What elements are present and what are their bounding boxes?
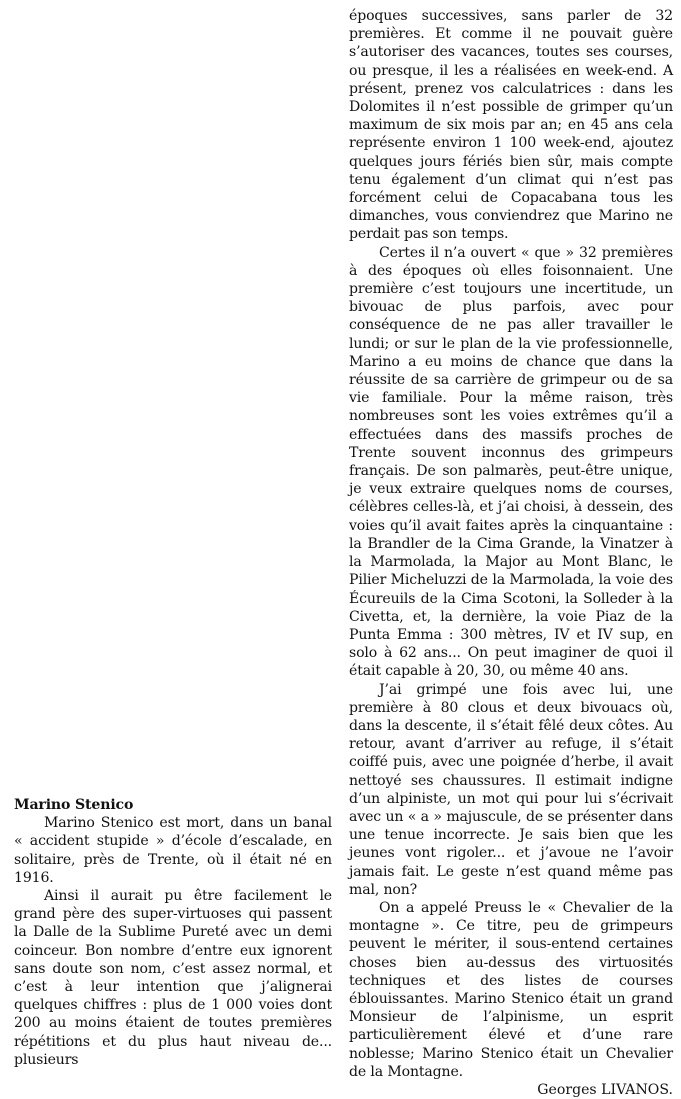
- author-signature: Georges LIVANOS.: [537, 1081, 673, 1098]
- paragraph: Ainsi il aurait pu être facilement le grand père des super-virtuoses qui passent la Dalle de la Sublime Pureté avec un demi coinceur. Bon nombre d’entre eux ignorent sans doute son nom, c’est assez normal, et c’est à leur intention que j’alignerai quelques chiffres : plus de 1 000 voies dont 200 au moins étaient de toutes premières répétitions et du plus haut niveau de... plusieurs: [14, 888, 332, 1068]
- left-column: [14, 796, 332, 1069]
- paragraph-continuation: époques successives, sans parler de 32 premières. Et comme il ne pouvait guère s’autoriser des vacances, toutes ses courses, ou presque, il les a réalisées en week-end. A présent, prenez vos calculatrices : dans les Dolomites il n’est possible de grimper qu’un maximum de six mois par an; en 45 ans cela représente environ 1 100 week-end, ajoutez quelques jours fériés bien sûr, mais compte tenu également d’un climat qui n’est pas forcément celui de Copacabana tous les dimanches, vous conviendrez que Marino ne perdait pas son temps.: [349, 8, 673, 243]
- paragraph: On a appelé Preuss le « Chevalier de la montagne ». Ce titre, peu de grimpeurs peuvent le mériter, il sous-entend certaines choses bien au-dessus des virtuosités techniques et des listes de courses éblouissantes. Marino Stenico était un grand Monsieur de l’alpinisme, un esprit particulièrement élevé et d’une rare noblesse; Marino Stenico était un Chevalier de la Montagne.: [349, 899, 673, 1080]
- paragraph: J’ai grimpé une fois avec lui, une première à 80 clous et deux bivouacs où, dans la descente, il s’était fêlé deux côtes. Au retour, avant d’arriver au refuge, il s’était coiffé puis, avec une poignée d’herbe, il avait nettoyé ses chaussures. Il estimait indigne d’un alpiniste, un mot qui pour lui s’écrivait avec un « a » majuscule, de se présenter dans une tenue incorrecte. Je sais bien que les jeunes vont rigoler... et j’avoue ne l’avoir jamais fait. Le geste n’est quand même pas mal, non?: [349, 681, 673, 898]
- right-column: [349, 7, 673, 1099]
- paragraph: Marino Stenico est mort, dans un banal « accident stupide » d’école d’escalade, en solitaire, près de Trente, où il était né en 1916.: [14, 815, 332, 886]
- article-heading: Marino Stenico: [14, 797, 134, 813]
- paragraph: Certes il n’a ouvert « que » 32 premières à des époques où elles foisonnaient. Une première c’est toujours une incertitude, un bivouac de plus parfois, avec pour conséquence de ne pas aller travailler le lundi; or sur le plan de la vie professionnelle, Marino a eu moins de chance que dans la réussite de sa carrière de grimpeur ou de sa vie familiale. Pour la même raison, très nombreuses sont les voies extrêmes qu’il a effectuées dans des massifs proches de Trente souvent inconnus des grimpeurs français. De son palmarès, peut-être unique, je veux extraire quelques noms de courses, célèbres celles-là, et j’ai choisi, à dessein, des voies qu’il avait faites après la cinquantaine : la Brandler de la Cima Grande, la Vinatzer à la Marmolada, la Major au Mont Blanc, le Pilier Micheluzzi de la Marmolada, la voie des Écureuils de la Cima Scotoni, la Solleder à la Civetta, et, la dernière, la voie Piaz de la Punta Emma : 300 mètres, IV et IV sup, en solo à 62 ans... On peut imaginer de quoi il était capable à 20, 30, ou même 40 ans.: [349, 244, 673, 680]
